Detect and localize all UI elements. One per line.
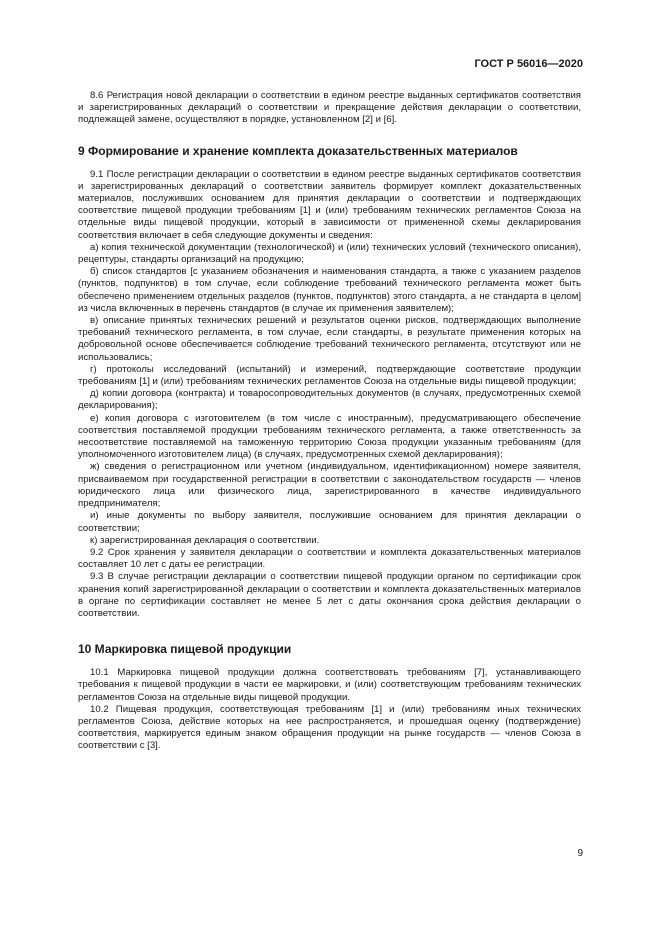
list-item-d: д) копии договора (контракта) и товаросопроводительных документов (в случаях, предусмотренных схемой декларирования); [78,388,581,412]
paragraph-10-2: 10.2 Пищевая продукция, соответствующая требованиям [1] и (или) требованиям иных технических регламентов Союза, действие которых на нее распространяется, и прошедшая оценку (подтверждение) соответствия, маркируется единым знаком обращения продукции на рынке государств — членов Союза в соответствии с [3]. [78,703,581,752]
section-9-title: 9 Формирование и хранение комплекта доказательственных материалов [78,143,518,158]
paragraph-8-6: 8.6 Регистрация новой декларации о соответствии в едином реестре выданных сертификатов соответствия и зарегистрированных деклараций о соответствии и прекращение действия декларации о соответствии, подлежащей замене, осуществляют в порядке, установленном [2] и [6]. [78,90,581,126]
paragraph-9-1: 9.1 После регистрации декларации о соответствии в едином реестре выданных сертификатов соответствия и зарегистрированных деклараций о соответствии заявитель формирует комплект доказательственных материалов, послуживших основанием для принятия декларации о соответствии и подтверждающих соответствие пищевой продукции требованиям [1] и (или) требованиям технических регламентов Союза на отдельные виды пищевой продукции, который в зависимости от примененной схемы декларирования соответствия включает в себя следующие документы и сведения: [78,168,581,241]
list-item-v: в) описание принятых технических решений и результатов оценки рисков, подтверждающих выполнение требований технического регламента, в том случае, если стандарты, в результате применения которых на добровольной основе обеспечивается соблюдение требований технического регламента, отсутствуют или не использовались; [78,315,581,363]
list-item-b: б) список стандартов [с указанием обозначения и наименования стандарта, а также с указанием разделов (пунктов, подпунктов) в том случае, если соблюдение требований технического регламента может быть обеспечено применением отдельных разделов (пунктов, подпунктов) этого стандарта, а не стандарта в целом] из числа включенных в перечень стандартов (в случае их применения заявителем); [78,266,581,314]
list-item-k: к) зарегистрированная декларация о соответствии. [90,534,320,546]
paragraph-10-1: 10.1 Маркировка пищевой продукции должна соответствовать требованиям [7], устанавливающего требования к пищевой продукции в части ее маркировки, и (или) соответствующим требованиям технических регламентов Союза на отдельные виды пищевой продукции. [78,667,581,703]
document-code: ГОСТ Р 56016—2020 [474,58,583,70]
paragraph-9-2: 9.2 Срок хранения у заявителя декларации о соответствии и комплекта доказательственных материалов составляет 10 лет с даты ее регистрации. [78,546,581,571]
list-item-g: г) протоколы исследований (испытаний) и измерений, подтверждающие соответствие продукции требованиям [1] и (или) требованиям технических регламентов Союза на отдельные виды пищевой продукции; [78,363,581,388]
list-item-e: е) копия договора с изготовителем (в том числе с иностранным), предусматривающего обеспечение соответствия поставляемой продукции требованиям технического регламента, а также ответственность за несоответствие поставляемой на таможенную территорию Союза продукции указанным требованиям (для уполномоченного изготовителем лица) (в случаях, предусмотренных схемой декларирования); [78,412,581,461]
page-number: 9 [577,848,583,859]
paragraph-9-3: 9.3 В случае регистрации декларации о соответствии пищевой продукции органом по сертификации срок хранения копий зарегистрированной декларации о соответствии и комплекта доказательственных материалов в органе по сертификации составляет не менее 5 лет с даты окончания срока действия декларации о соответствии. [78,571,581,619]
list-item-a: а) копия технической документации (технологической) и (или) технических условий (технического описания), рецептуры, стандарты организаций на продукцию; [78,241,581,266]
list-item-zh: ж) сведения о регистрационном или учетном (индивидуальном, идентификационном) номере заявителя, присваиваемом при государственной регистрации в соответствии с законодательством государств — членов юридического лица или физического лица, зарегистрированного в качестве индивидуального предпринимателя; [78,461,581,510]
section-10-title: 10 Маркировка пищевой продукции [78,642,292,657]
page-content [78,90,581,753]
list-item-i: и) иные документы по выбору заявителя, послужившие основанием для принятия декларации о соответствии; [78,510,581,534]
